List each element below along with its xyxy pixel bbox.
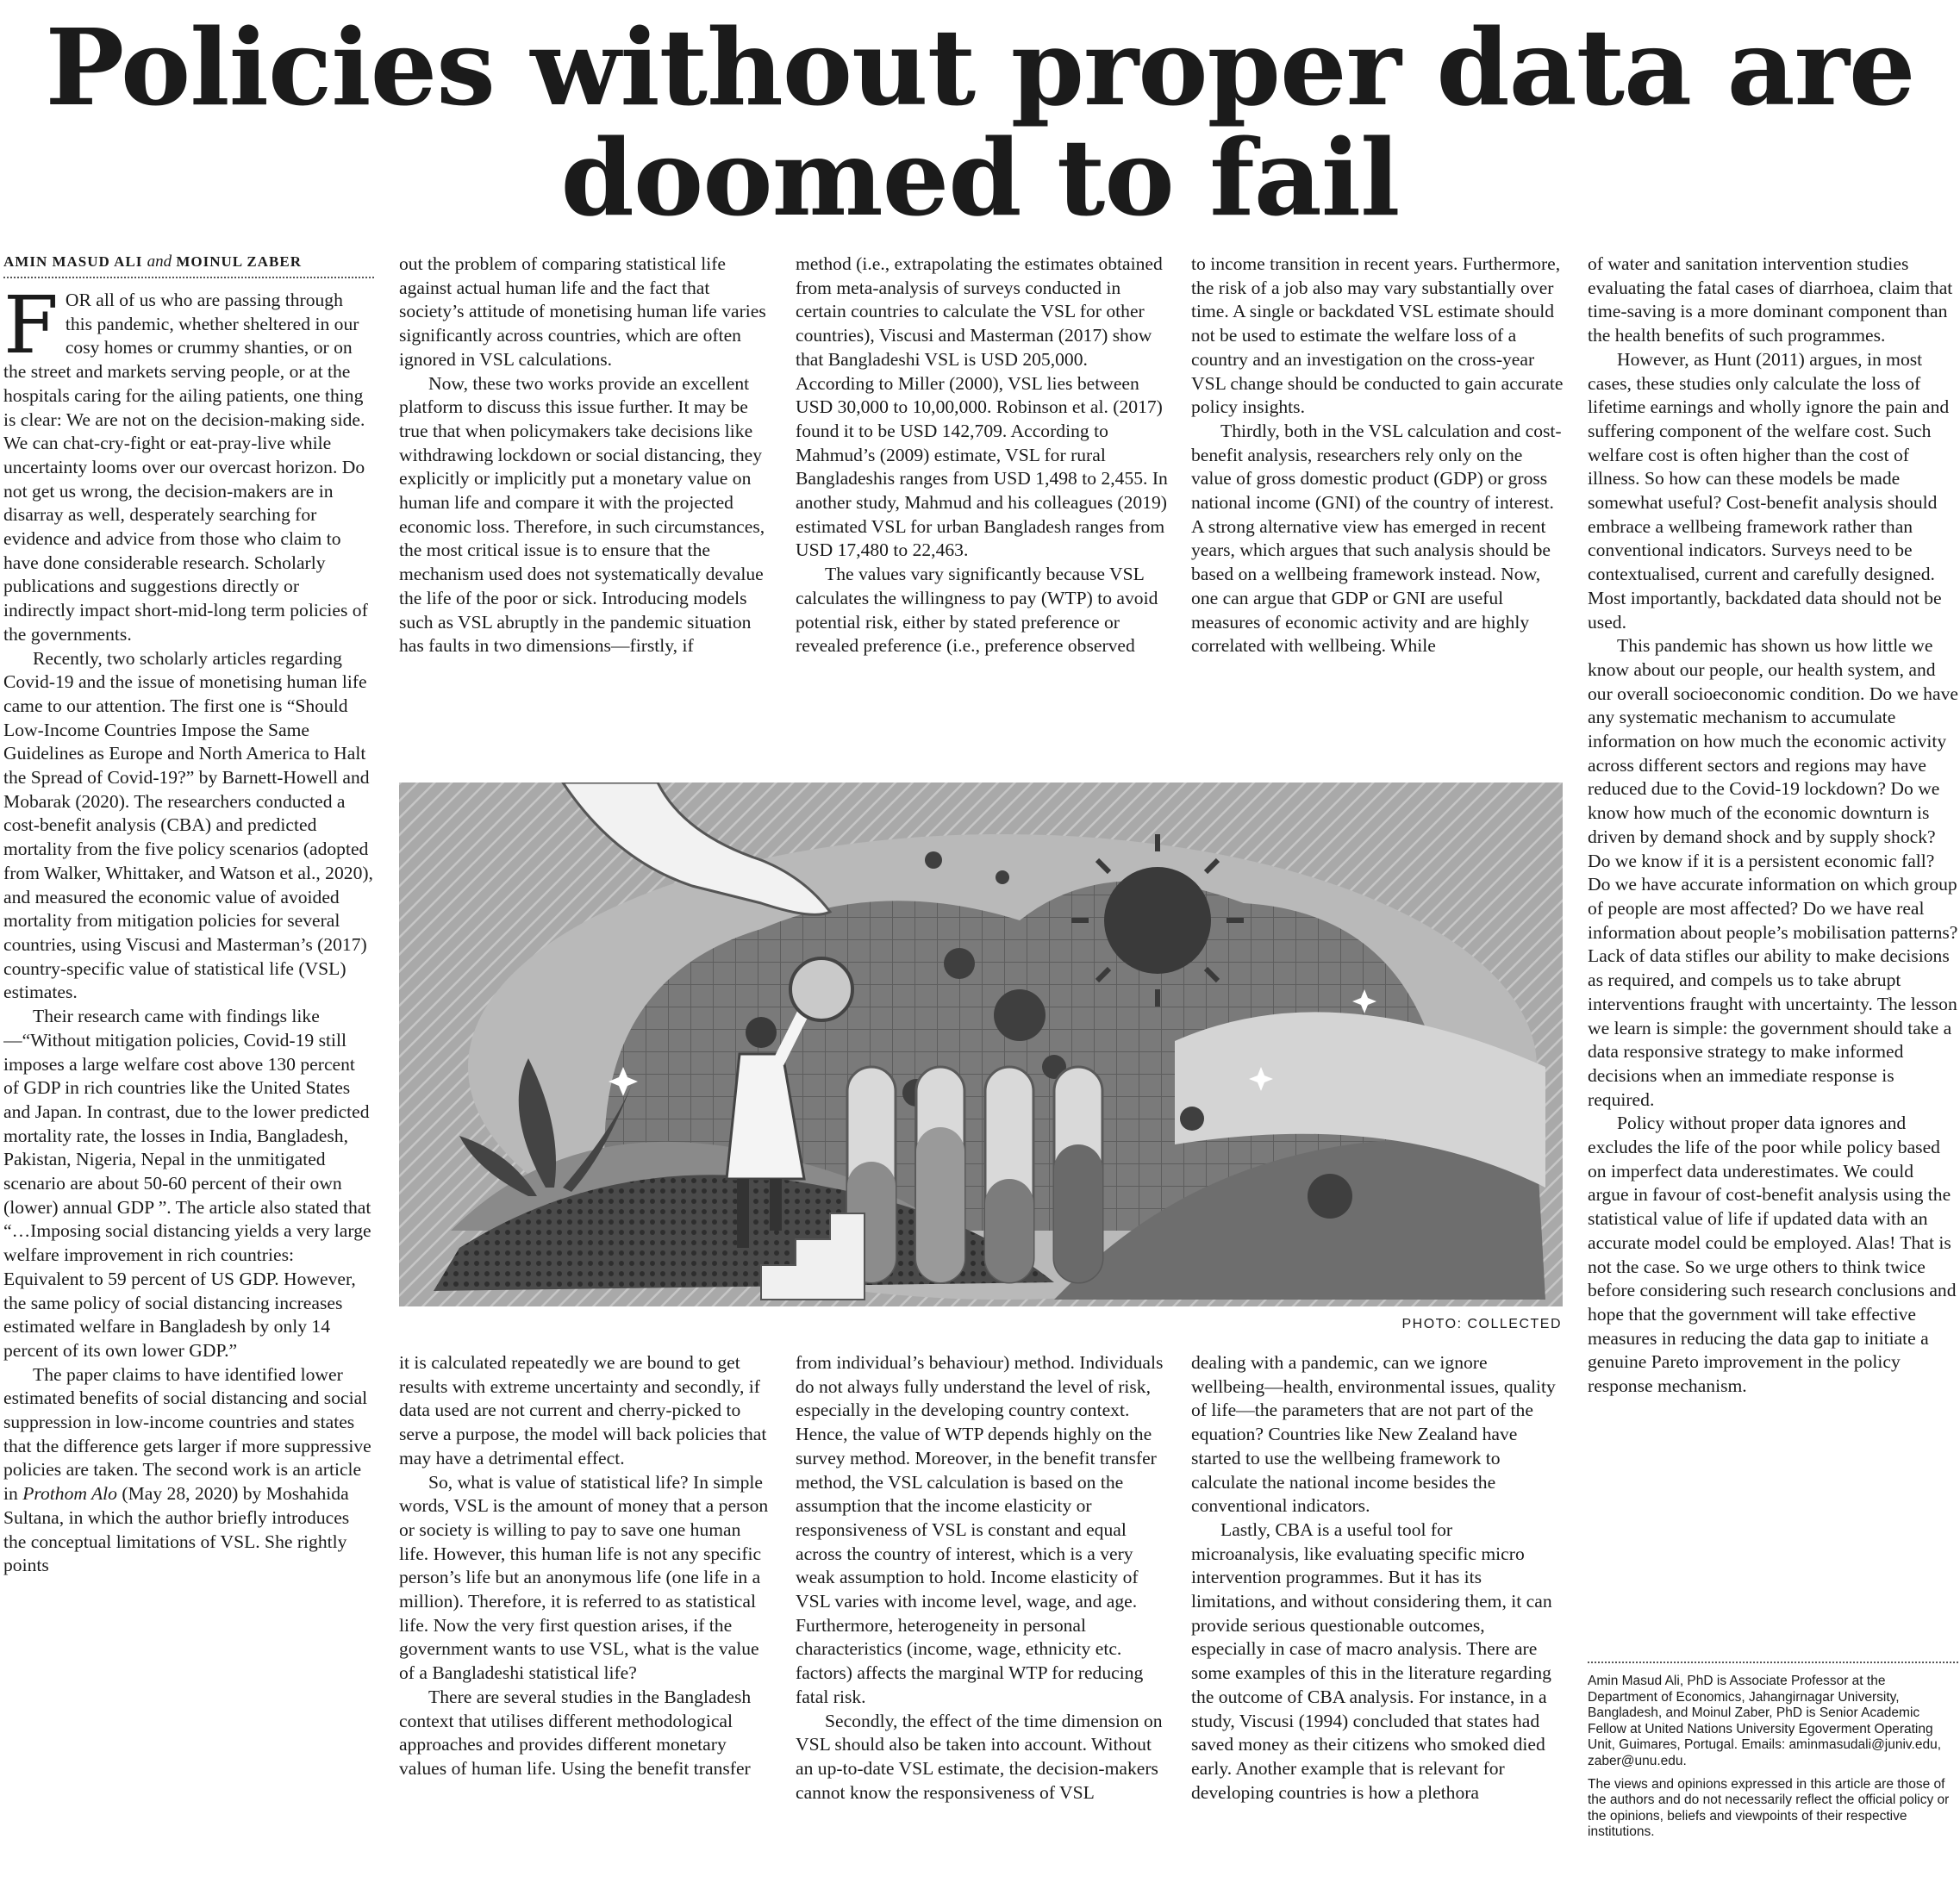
paragraph: it is calculated repeatedly we are bound to get results with extreme uncertainty and secondly, if data used are not current and cherry-picked to serve a purpose, the model will back policies that may have a detrimental effect. [399, 1352, 767, 1468]
column-4-top [1191, 253, 1564, 759]
headline-line-1: Policies without proper data are [45, 5, 1915, 129]
publication-name: Prothom Alo [22, 1483, 117, 1505]
paragraph: to income transition in recent years. Furthermore, the risk of a job also may vary substantially over time. A single or backdated VSL estimate should not be used to estimate the welfare loss of a country and an investigation on the cross-year VSL change should be conducted to gain accurate policy insights. [1191, 253, 1564, 418]
magnifier [790, 958, 852, 1020]
paragraph: out the problem of comparing statistical life against actual human life and the fact that society’s attitude of monetising human life varies significantly across countries, which are often ignored in VSL calculations. [399, 253, 766, 370]
byline [3, 253, 374, 278]
column-2-top [399, 253, 771, 759]
paragraph [3, 1363, 374, 1578]
paragraph: However, as Hunt (2011) argues, in most cases, these studies only calculate the loss of lifetime earnings and wholly ignore the pain and suffering component of the welfare cost. Such welfare cost is often higher than the cost of illness. So how can these models be made somewhat useful? Cost-benefit analysis should embrace a wellbeing framework rather than conventional indicators. Surveys need to be contextualised, current and carefully designed. Most importantly, backdated data should not be used. [1588, 348, 1950, 633]
disclaimer: The views and opinions expressed in this article are those of the authors and do not necessarily reflect the official policy or the opinions, beliefs and viewpoints of their respective institutions. [1588, 1776, 1950, 1840]
column-5 [1588, 253, 1958, 1655]
author-1: AMIN MASUD ALI [3, 253, 143, 270]
article-illustration [399, 783, 1563, 1306]
paragraph: Now, these two works provide an excellent platform to discuss this issue further. It may be true that when policymakers take decisions like withdrawing lockdown or social distancing, they explicitly or implicitly put a monetary value on human life and compare it with the projected economic loss. Therefore, in such circumstances, the most critical issue is to ensure that the mechanism used does not systematically devalue the life of the poor or sick. Introducing models such as VSL abruptly in the pandemic situation has faults in two dimensions—firstly, if [399, 372, 765, 657]
paragraph: Recently, two scholarly articles regarding Covid-19 and the issue of monetising human life came to our attention. The first one is “Should Low-Income Countries Impose the Same Guidelines as Europe and North America to Halt the Spread of Covid-19?” by Barnett-Howell and Mobarak (2020). The researchers conducted a cost-benefit analysis (CBA) and predicted mortality from the five policy scenarios (adopted from Walker, Whittaker, and Watson et al., 2020), and measured the economic value of avoided mortality from mitigation policies for several countries, using Viscusi and Masterman’s (2017) country-specific value of statistical life (VSL) estimates. [3, 647, 373, 1003]
scientist-virus-illustration [399, 783, 1563, 1306]
paragraph: of water and sanitation intervention studies evaluating the fatal cases of diarrhoea, claim that time-saving is a more dominant component than the health benefits of such programmes. [1588, 253, 1953, 346]
paragraph: Their research came with findings like—“Without mitigation policies, Covid-19 still imposes a large welfare cost above 130 percent of GDP in rich countries like the United States and Japan. In contrast, due to the lower predicted mortality rate, the losses in India, Bangladesh, Pakistan, Nigeria, Nepal in the unmitigated scenario are about 50-60 percent of their own (lower) annual GDP ”. The article also stated that “…Imposing social distancing yields a very large welfare improvement in rich countries: Equivalent to 59 percent of US GDP. However, the same policy of social distancing increases estimated welfare in Bangladesh by only 14 percent of its own lower GDP.” [3, 1006, 371, 1361]
author-2: MOINUL ZABER [176, 253, 303, 270]
paragraph: Policy without proper data ignores and excludes the life of the poor while policy based on imperfect data underestimates. We could argue in favour of cost-benefit analysis using the statistical value of life if updated data with an accurate model could be employed. Alas! That is not the case. So we urge others to think twice before considering such research conclusions and hope that the government will take effective measures in reducing the data gap to initiate a genuine Pareto improvement in the policy response mechanism. [1588, 1113, 1957, 1397]
author-bio [1588, 1662, 1958, 1848]
paragraph-text: (May 28, 2020) by Moshahida Sultana, in which the author briefly introduces the conceptual limitations of VSL. She rightly points [3, 1483, 350, 1576]
photo-credit: PHOTO: COLLECTED [1401, 1317, 1562, 1331]
paragraph: The values vary significantly because VSL calculates the willingness to pay (WTP) to avoid potential risk, either by stated preference or revealed preference (i.e., preference observed [796, 564, 1158, 657]
paragraph: Lastly, CBA is a useful tool for microanalysis, like evaluating specific micro intervention programmes. But it has its limitations, and without considering them, it can provide serious questionable outcomes, especially in case of macro analysis. There are some examples of this in the literature regarding the outcome of CBA analysis. For instance, in a study, Viscusi (1994) concluded that states had saved money as their citizens who smoked died early. Another example that is relevant for developing countries is how a plethora [1191, 1518, 1552, 1803]
paragraph: There are several studies in the Bangladesh context that utilises different methodological approaches and provides different monetary values of human life. Using the benefit transfer [399, 1686, 752, 1779]
column-4-bottom [1191, 1351, 1564, 1883]
author-note: Amin Masud Ali, PhD is Associate Professor at the Department of Economics, Jahangirnagar University, Bangladesh, and Moinul Zaber, PhD is Senior Academic Fellow at United Nations University Egoverment Operating Unit, Guimares, Portugal. Emails: aminmasudali@juniv.edu, zaber@unu.edu. [1588, 1674, 1942, 1768]
paragraph: Secondly, the effect of the time dimension on VSL should also be taken into account. Without an up-to-date VSL estimate, the decision-makers cannot know the responsiveness of VSL [796, 1710, 1163, 1803]
paragraph: This pandemic has shown us how little we know about our people, our health system, and our overall socioeconomic condition. Do we have any systematic mechanism to accumulate information on how much the economic activity across different sectors and regions may have reduced due to the Covid-19 lockdown? Do we know how much of the economic downturn is driven by demand shock and by supply shock? Do we know if it is a persistent economic fall? Do we have accurate information on which group of people are most affected? Do we have real information about people’s mobilisation patterns? Lack of data stifles our ability to make decisions as required, and compels us to take abrupt interventions fraught with uncertainty. The lesson we learn is simple: the government should take a data responsive strategy to make informed decisions when an immediate response is required. [1588, 635, 1958, 1110]
paragraph: method (i.e., extrapolating the estimates obtained from meta-analysis of surveys conducted in certain countries to calculate the VSL for other countries), Viscusi and Masterman (2017) show that Bangladeshi VSL is USD 205,000. According to Miller (2000), VSL lies between USD 30,000 to 10,00,000. Robinson et al. (2017) found it to be USD 142,709. According to Mahmud’s (2009) estimate, VSL for rural Bangladeshis ranges from USD 1,498 to 2,455. In another study, Mahmud and his colleagues (2019) estimated VSL for urban Bangladesh ranges from USD 17,480 to 22,463. [796, 253, 1168, 561]
article-headline [0, 5, 1960, 240]
paragraph: from individual’s behaviour) method. Individuals do not always fully understand the level of risk, especially in the developing country context. Hence, the value of WTP depends highly on the survey method. Moreover, in the benefit transfer method, the VSL calculation is based on the assumption that the income elasticity or responsiveness of VSL is constant and equal across the country of interest, which is a very weak assumption to hold. Income elasticity of VSL varies with income level, wage, and age. Furthermore, heterogeneity in personal characteristics (income, wage, ethnicity etc. factors) affects the marginal WTP for reducing fatal risk. [796, 1352, 1164, 1707]
column-3-bottom [796, 1351, 1168, 1883]
paragraph: So, what is value of statistical life? In simple words, VSL is the amount of money that a person or society is willing to pay to save one human life. However, this human life is not any specific person’s life but an anonymous life (one life in a million). Therefore, it is referred to as statistical life. Now the very first question arises, if the government wants to use VSL, what is the value of a Bangladeshi statistical life? [399, 1471, 769, 1684]
lead-text: OR all of us who are passing through this pandemic, whether sheltered in our cosy homes or crummy shanties, or on the street and markets serving people, or at the hospitals caring for the ailing patients, one thing is clear: We are not on the decision-making side. We can chat-cry-fight or eat-pray-live while uncertainty looms over our overcast horizon. Do not get us wrong, the decision-makers are in disarray as well, desperately searching for evidence and advice from those who claim to have done considerable research. Scholarly publications and suggestions directly or indirectly impact short-mid-long term policies of the governments. [3, 290, 368, 645]
column-3-top [796, 253, 1168, 759]
virus-sun [1104, 867, 1211, 974]
drop-cap: F [3, 289, 59, 371]
headline-line-2: doomed to fail [560, 115, 1400, 240]
paragraph: dealing with a pandemic, can we ignore wellbeing—health, environmental issues, quality of life—the parameters that are not part of the equation? Countries like New Zealand have started to use the wellbeing framework to calculate the national income besides the conventional indicators. [1191, 1352, 1556, 1517]
lead-paragraph [3, 289, 374, 647]
column-2-bottom [399, 1351, 771, 1883]
paragraph-text: The paper claims to have identified lower estimated benefits of social distancing and social suppression in low-income countries and states that the difference gets larger if more suppressive policies are taken. The second work is an article in [3, 1363, 371, 1505]
byline-and: and [147, 253, 172, 271]
paragraph: Thirdly, both in the VSL calculation and cost-benefit analysis, researchers rely only on the value of gross domestic product (GDP) or gross national income (GNI) of the country of interest. A strong alternative view has emerged in recent years, which argues that such analysis should be based on a wellbeing framework instead. Now, one can argue that GDP or GNI are useful measures of economic activity and are highly correlated with wellbeing. While [1191, 420, 1562, 657]
column-1 [3, 289, 374, 1883]
